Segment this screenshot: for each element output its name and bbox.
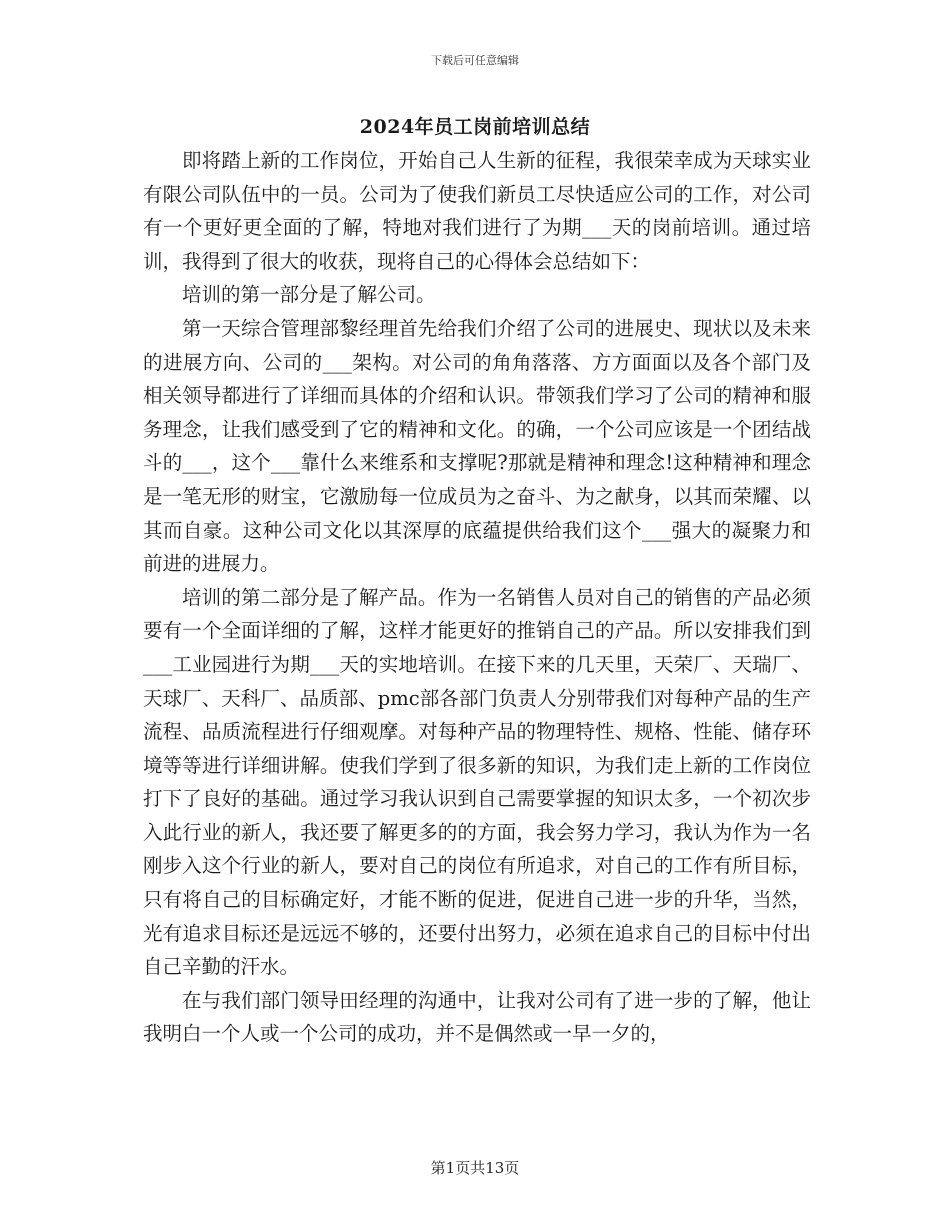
page-number: 第1页共13页 [430,1159,520,1177]
header-note: 下载后可任意编辑 [431,54,519,67]
paragraph: 培训的第二部分是了解产品。作为一名销售人员对自己的销售的产品必须要有一个全面详细的了解，这样才能更好的推销自己的产品。所以安排我们到___工业园进行为期___天的实地培训。在接下来的几天里，天荣厂、天瑞厂、天球厂、天科厂、品质部、pmc部各部门负责人分别带我们对每种产品的生产流程、品质流程进行仔细观摩。对每种产品的物理特性、规格、性能、储存环境等等进行详细讲解。使我们学到了很多新的知识，为我们走上新的工作岗位打下了良好的基础。通过学习我认识到自己需要掌握的知识太多，一个初次步入此行业的新人，我还要了解更多的的方面，我会努力学习，我认为作为一名刚步入这个行业的新人，要对自己的岗位有所追求，对自己的工作有所目标，只有将自己的目标确定好，才能不断的促进，促进自己进一步的升华，当然，光有追求目标还是远远不够的，还要付出努力，必须在追求自己的目标中付出自己辛勤的汗水。 [143,585,811,979]
document-title: 2024年员工岗前培训总结 [359,116,591,138]
paragraph: 第一天综合管理部黎经理首先给我们介绍了公司的进展史、现状以及未来的进展方向、公司的___架构。对公司的角角落落、方方面面以及各个部门及相关领导都进行了详细而具体的介绍和认识。带领我们学习了公司的精神和服务理念，让我们感受到了它的精神和文化。的确，一个公司应该是一个团结战斗的___，这个___靠什么来维系和支撑呢?那就是精神和理念!这种精神和理念是一笔无形的财宝，它激励每一位成员为之奋斗、为之献身，以其而荣耀、以其而自豪。这种公司文化以其深厚的底蕴提供给我们这个___强大的凝聚力和前进的进展力。 [143,316,811,576]
document-body [143,144,811,1051]
paragraph: 培训的第一部分是了解公司。 [182,283,436,307]
paragraph: 即将踏上新的工作岗位，开始自己人生新的征程，我很荣幸成为天球实业有限公司队伍中的一员。公司为了使我们新员工尽快适应公司的工作，对公司有一个更好更全面的了解，特地对我们进行了为期___天的岗前培训。通过培训，我得到了很大的收获，现将自己的心得体会总结如下： [143,149,811,273]
paragraph: 在与我们部门领导田经理的沟通中，让我对公司有了进一步的了解，他让我明白一个人或一个公司的成功，并不是偶然或一早一夕的， [143,988,811,1046]
